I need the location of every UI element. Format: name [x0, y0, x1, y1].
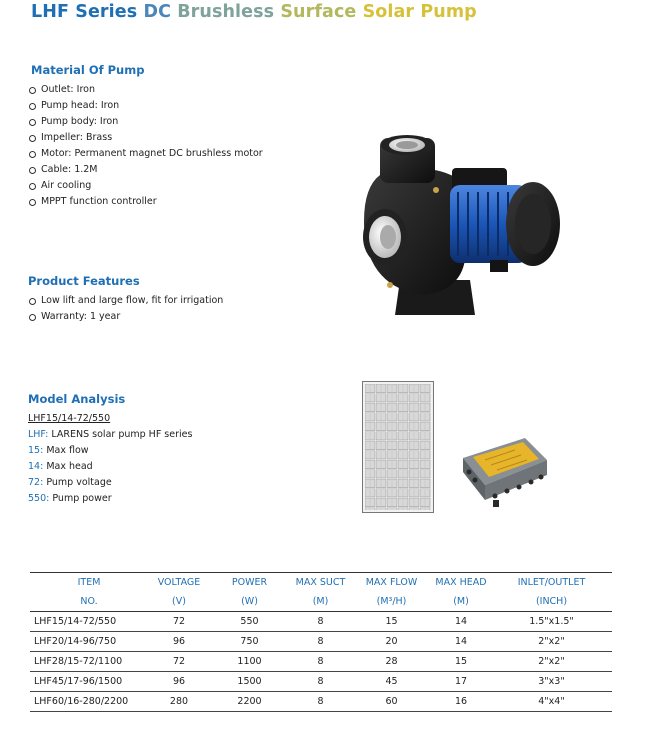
- features-heading: Product Features: [28, 274, 140, 288]
- list-item: Warranty: 1 year: [29, 309, 223, 325]
- list-item: Outlet: Iron: [29, 82, 263, 98]
- column-header: MAX SUCT: [289, 573, 352, 593]
- list-item: Motor: Permanent magnet DC brushless motor: [29, 146, 263, 162]
- list-item: Low lift and large flow, fit for irrigation: [29, 293, 223, 309]
- column-unit: NO.: [30, 592, 148, 612]
- model-heading: Model Analysis: [28, 392, 126, 406]
- material-heading: Material Of Pump: [31, 63, 145, 77]
- list-item: Impeller: Brass: [29, 130, 263, 146]
- column-header: VOLTAGE: [148, 573, 210, 593]
- bullet-icon: [29, 167, 36, 174]
- column-unit: (M³/H): [352, 592, 431, 612]
- column-unit: (W): [210, 592, 289, 612]
- model-code: LHF15/14-72/550: [28, 413, 111, 424]
- column-header: MAX HEAD: [431, 573, 491, 593]
- bullet-icon: [29, 135, 36, 142]
- pump-image: [350, 130, 565, 320]
- bullet-icon: [29, 119, 36, 126]
- bullet-icon: [29, 87, 36, 94]
- column-unit: (V): [148, 592, 210, 612]
- features-list: [29, 293, 223, 325]
- column-header: INLET/OUTLET: [491, 573, 612, 593]
- table-header-row: [30, 573, 612, 593]
- table-row: LHF15/14-72/550 72 550 8 15 14 1.5"x1.5": [30, 612, 612, 632]
- list-item: LHF: LARENS solar pump HF series: [28, 429, 193, 440]
- bullet-icon: [29, 314, 36, 321]
- list-item: Air cooling: [29, 178, 263, 194]
- solar-panel-image: [362, 381, 434, 513]
- table-row: LHF60/16-280/2200 280 2200 8 60 16 4"x4": [30, 692, 612, 712]
- table-row: LHF20/14-96/750 96 750 8 20 14 2"x2": [30, 632, 612, 652]
- list-item: Pump head: Iron: [29, 98, 263, 114]
- column-unit: (M): [431, 592, 491, 612]
- column-unit: (INCH): [491, 592, 612, 612]
- list-item: 15: Max flow: [28, 445, 89, 456]
- page-title: LHF Series DC Brushless Surface Solar Pump: [31, 2, 477, 22]
- list-item: MPPT function controller: [29, 194, 263, 210]
- table-row: LHF45/17-96/1500 96 1500 8 45 17 3"x3": [30, 672, 612, 692]
- list-item: Pump body: Iron: [29, 114, 263, 130]
- bullet-icon: [29, 183, 36, 190]
- spec-table: [30, 572, 612, 712]
- list-item: Cable: 1.2M: [29, 162, 263, 178]
- list-item: 72: Pump voltage: [28, 477, 112, 488]
- column-unit: (M): [289, 592, 352, 612]
- list-item: 14: Max head: [28, 461, 93, 472]
- model-analysis: [28, 411, 192, 507]
- column-header: ITEM: [30, 573, 148, 593]
- material-list: [29, 82, 263, 210]
- list-item: 550: Pump power: [28, 493, 112, 504]
- bullet-icon: [29, 298, 36, 305]
- column-header: MAX FLOW: [352, 573, 431, 593]
- column-header: POWER: [210, 573, 289, 593]
- table-header-row: [30, 592, 612, 612]
- bullet-icon: [29, 151, 36, 158]
- table-row: LHF28/15-72/1100 72 1100 8 28 15 2"x2": [30, 652, 612, 672]
- controller-image: [455, 430, 550, 510]
- bullet-icon: [29, 103, 36, 110]
- bullet-icon: [29, 199, 36, 206]
